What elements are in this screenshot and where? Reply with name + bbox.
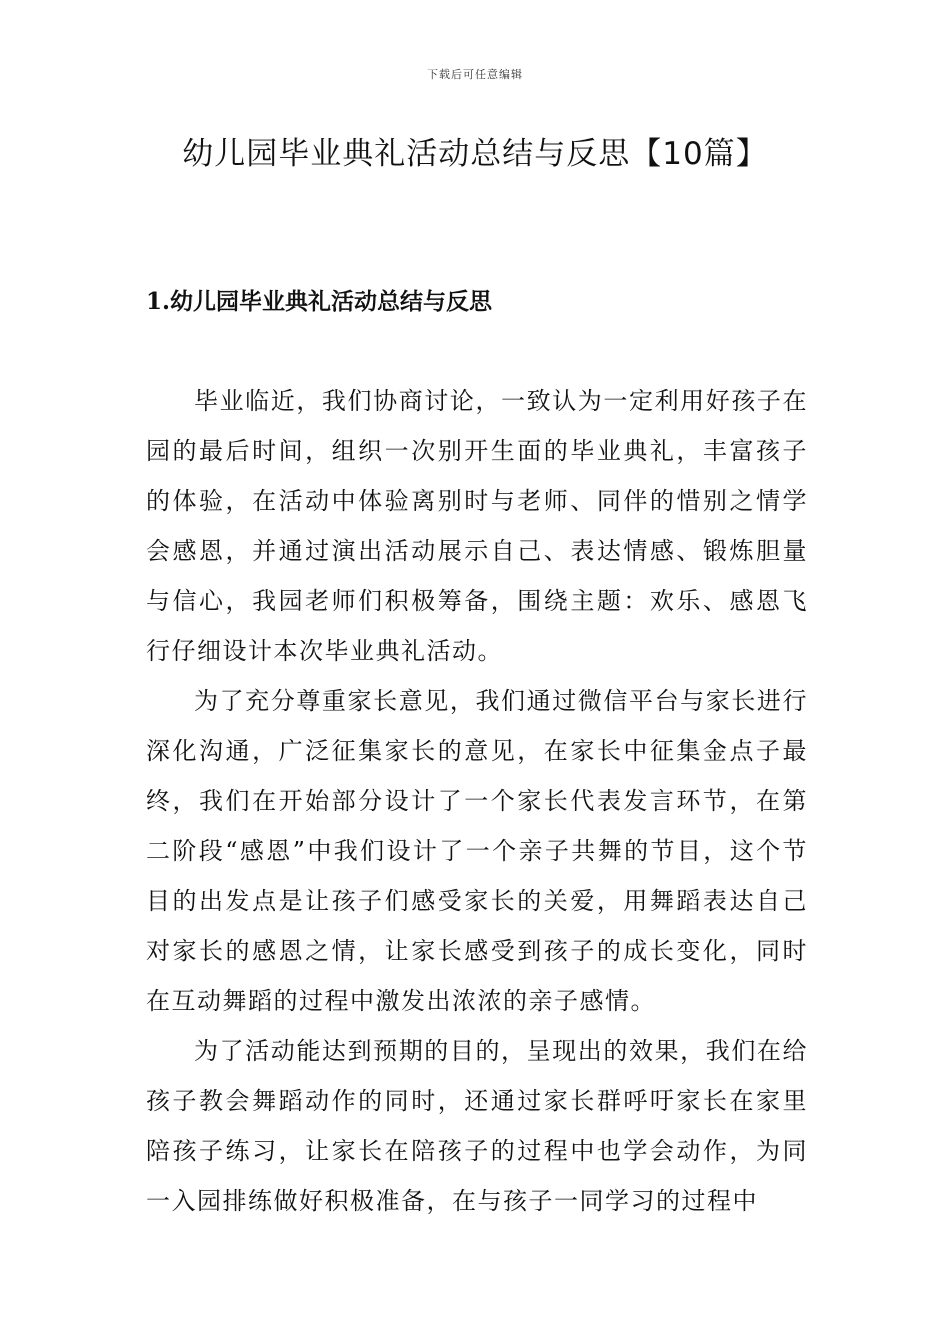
section-heading: 1.幼儿园毕业典礼活动总结与反思 [146,288,493,315]
body-text [146,376,808,1226]
paragraph-1: 毕业临近，我们协商讨论，一致认为一定利用好孩子在园的最后时间，组织一次别开生面的毕业典礼，丰富孩子的体验，在活动中体验离别时与老师、同伴的惜别之情学会感恩，并通过演出活动展示自己、表达情感、锻炼胆量与信心，我园老师们积极筹备，围绕主题：欢乐、感恩飞行仔细设计本次毕业典礼活动。 [146,387,808,665]
document-title: 幼儿园毕业典礼活动总结与反思【10篇】 [182,136,768,172]
paragraph-3: 为了活动能达到预期的目的，呈现出的效果，我们在给孩子教会舞蹈动作的同时，还通过家长群呼吁家长在家里陪孩子练习，让家长在陪孩子的过程中也学会动作，为同一入园排练做好积极准备，在与孩子一同学习的过程中 [146,1037,808,1215]
header-note: 下载后可任意编辑 [427,68,523,81]
paragraph-2: 为了充分尊重家长意见，我们通过微信平台与家长进行深化沟通，广泛征集家长的意见，在家长中征集金点子最终，我们在开始部分设计了一个家长代表发言环节，在第二阶段“感恩”中我们设计了一个亲子共舞的节目，这个节目的出发点是让孩子们感受家长的关爱，用舞蹈表达自己对家长的感恩之情，让家长感受到孩子的成长变化，同时在互动舞蹈的过程中激发出浓浓的亲子感情。 [146,687,808,1015]
